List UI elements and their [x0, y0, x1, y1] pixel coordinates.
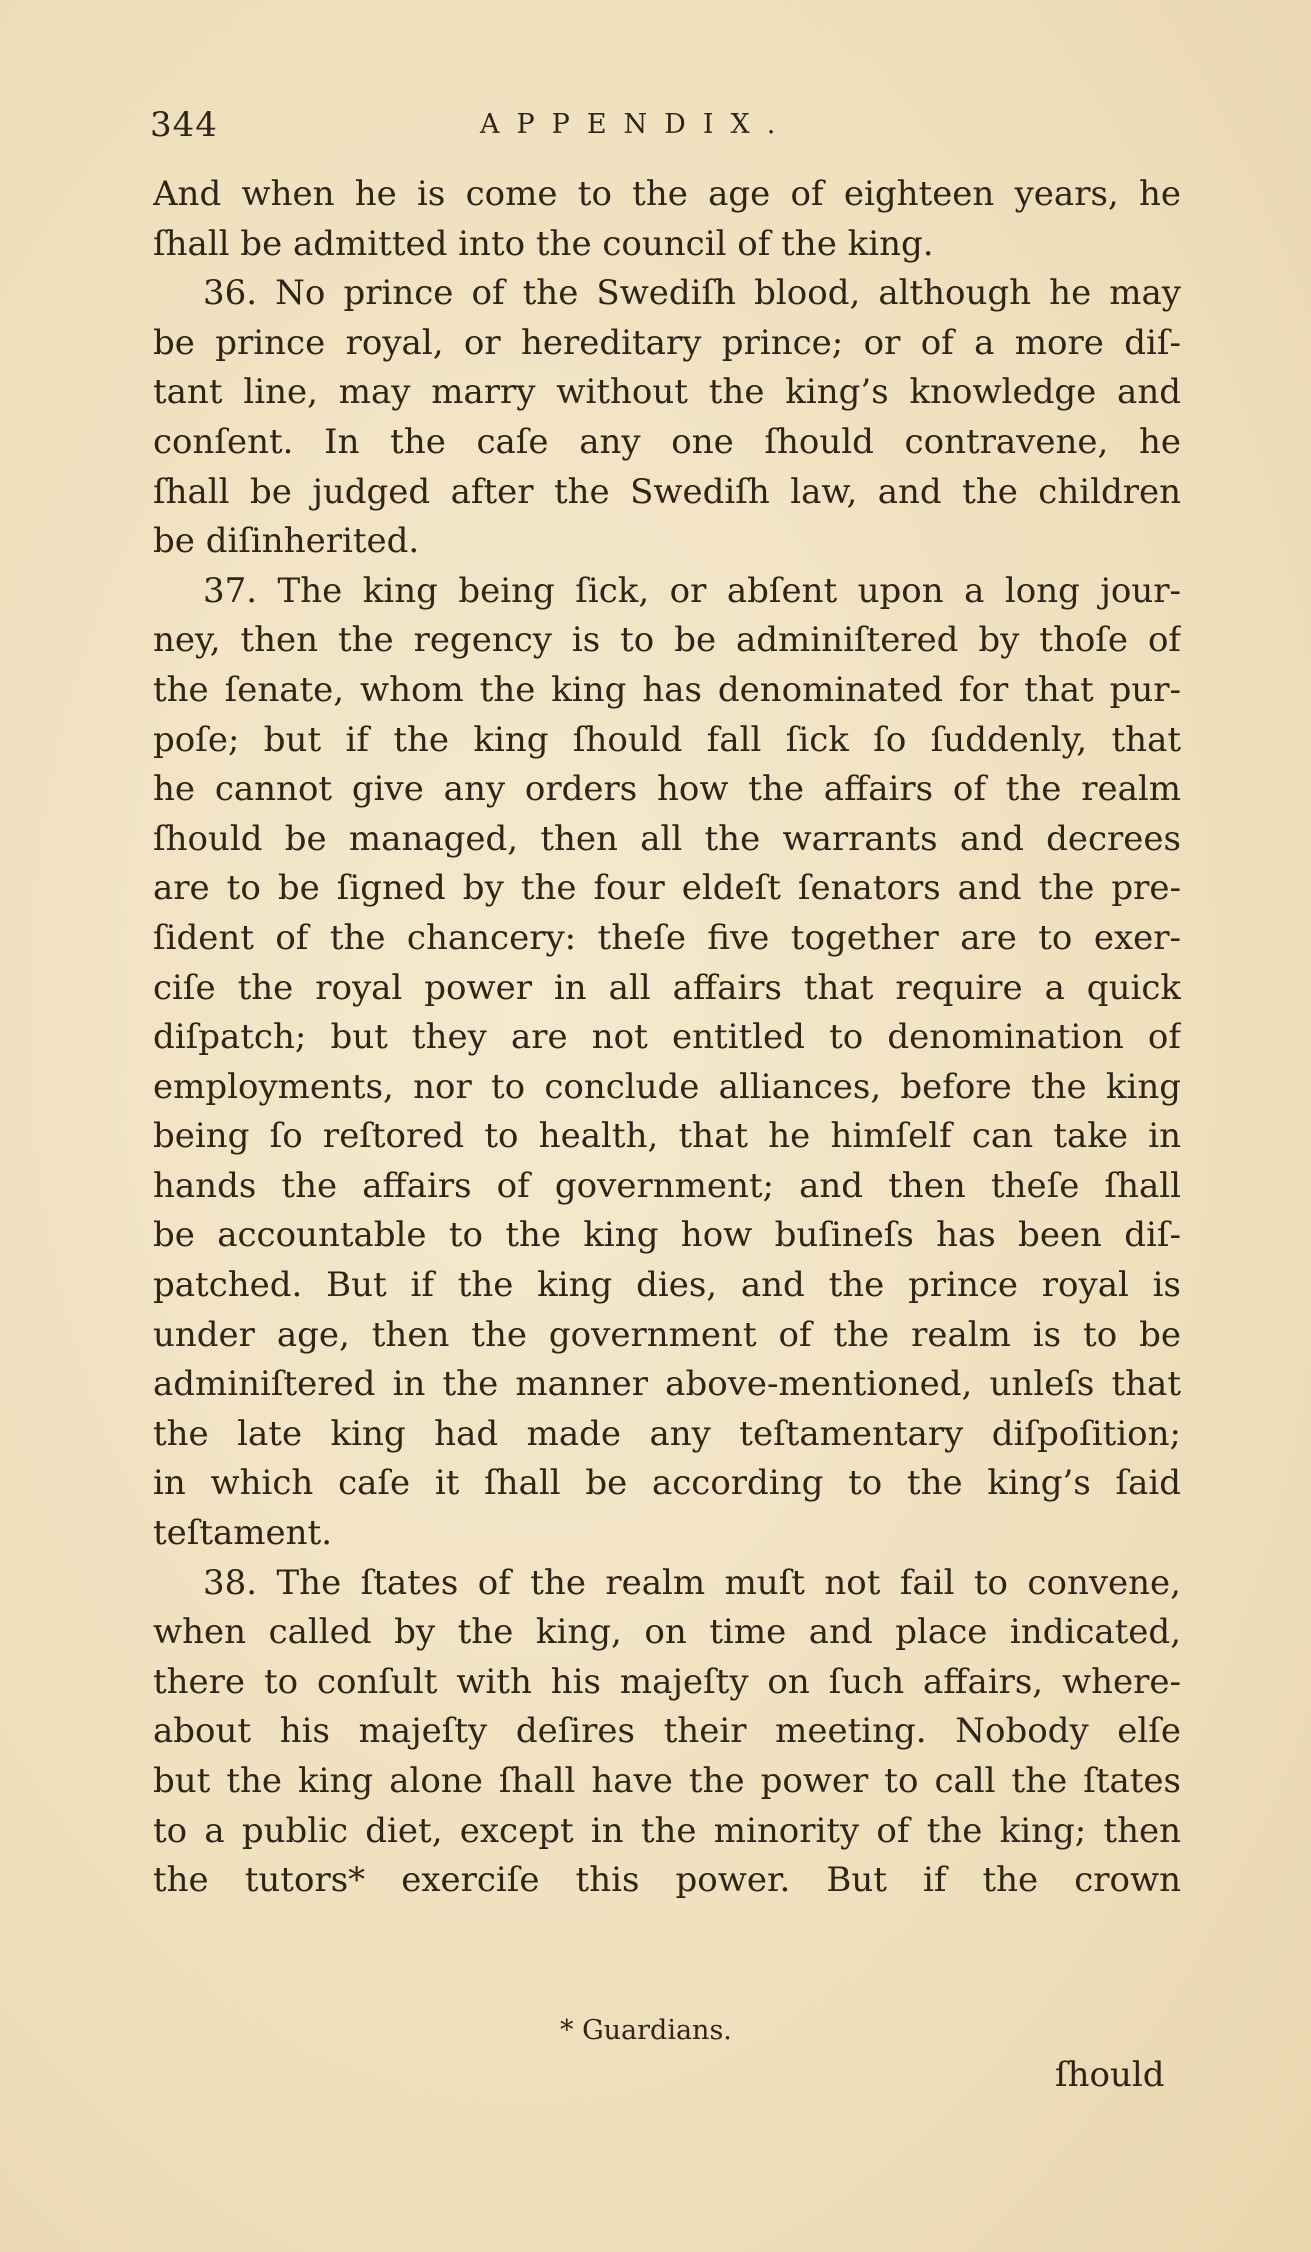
- body-text: [153, 170, 1181, 1906]
- text-line: And when he is come to the age of eighteen years, he: [153, 174, 1181, 214]
- text-line: the tutors* exerciſe this power. But if the crown: [153, 1860, 1181, 1901]
- footnote: * Guardians.: [560, 2015, 732, 2046]
- text-line: ſident of the chancery: theſe five together are to exer-: [153, 917, 1181, 958]
- text-line: being ſo reſtored to health, that he himſelf can take in: [153, 1116, 1181, 1157]
- text-line: he cannot give any orders how the affairs of the realm: [153, 769, 1181, 810]
- text-line: be diſinherited.: [153, 521, 420, 562]
- text-line: tant line, may marry without the king’s knowledge and: [153, 372, 1181, 413]
- text-line: in which caſe it ſhall be according to the king’s ſaid: [153, 1463, 1181, 1504]
- text-line: ſhall be admitted into the council of the king.: [153, 223, 934, 264]
- text-line: ſhall be judged after the Swediſh law, and the children: [153, 471, 1181, 512]
- running-head: [150, 105, 1180, 149]
- text-line: 36. No prince of the Swediſh blood, although he may: [203, 273, 1181, 314]
- running-title: APPENDIX.: [480, 109, 793, 140]
- text-line: are to be ſigned by the four eldeſt ſenators and the pre-: [153, 868, 1181, 909]
- text-line: poſe; but if the king ſhould fall ſick ſo ſuddenly, that: [153, 719, 1181, 760]
- text-line: employments, nor to conclude alliances, before the king: [153, 1066, 1181, 1107]
- text-line: 38. The ſtates of the realm muſt not fail to convene,: [203, 1562, 1181, 1603]
- text-line: when called by the king, on time and place indicated,: [153, 1612, 1181, 1653]
- text-line: diſpatch; but they are not entitled to denomination of: [153, 1017, 1181, 1058]
- text-line: be accountable to the king how buſineſs has been diſ-: [153, 1215, 1181, 1256]
- text-line: conſent. In the caſe any one ſhould contravene, he: [153, 421, 1181, 462]
- text-line: 37. The king being ſick, or abſent upon a long jour-: [203, 570, 1181, 611]
- text-line: ney, then the regency is to be adminiſtered by thoſe of: [153, 620, 1181, 661]
- text-line: hands the affairs of government; and then theſe ſhall: [153, 1165, 1181, 1206]
- text-line: be prince royal, or hereditary prince; or of a more diſ-: [153, 322, 1181, 363]
- text-line: adminiſtered in the manner above-mentioned, unleſs that: [153, 1364, 1181, 1405]
- text-line: under age, then the government of the realm is to be: [153, 1314, 1181, 1355]
- text-line: there to conſult with his majeſty on ſuch affairs, where-: [153, 1661, 1181, 1702]
- text-line: ciſe the royal power in all affairs that require a quick: [153, 967, 1181, 1008]
- text-line: to a public diet, except in the minority of the king; then: [153, 1810, 1181, 1851]
- text-line: the late king had made any teſtamentary diſpoſition;: [153, 1413, 1181, 1454]
- text-line: about his majeſty deſires their meeting. Nobody elſe: [153, 1711, 1181, 1752]
- page-number: 344: [150, 105, 218, 145]
- text-line: teſtament.: [153, 1513, 333, 1554]
- text-line: the ſenate, whom the king has denominated for that pur-: [153, 669, 1181, 710]
- text-line: but the king alone ſhall have the power to call the ſtates: [153, 1761, 1181, 1801]
- text-line: ſhould be managed, then all the warrants and decrees: [153, 818, 1181, 859]
- catchword: ſhould: [1055, 2055, 1165, 2095]
- text-line: patched. But if the king dies, and the prince royal is: [153, 1265, 1181, 1306]
